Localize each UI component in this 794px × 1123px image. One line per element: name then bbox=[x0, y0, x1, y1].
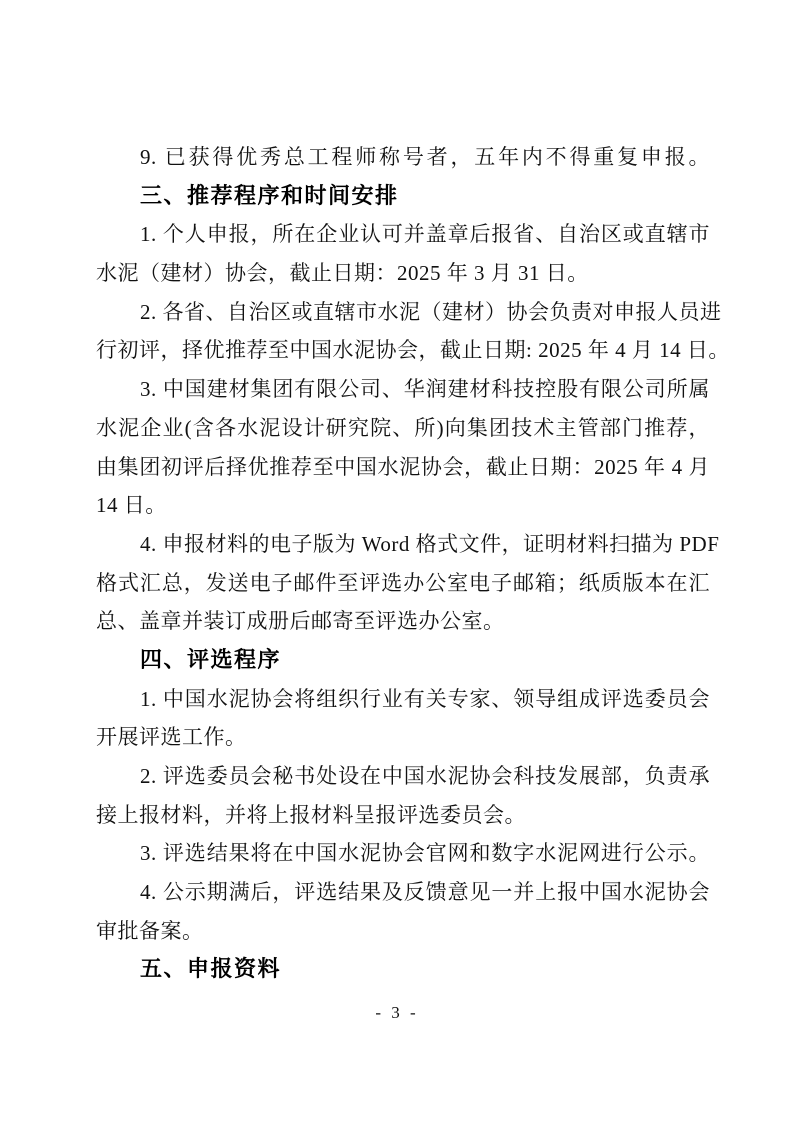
heading-section-three: 三、推荐程序和时间安排 bbox=[140, 182, 399, 208]
selection-item-4-line-1: 4. 公示期满后，评选结果及反馈意见一并上报中国水泥协会 bbox=[140, 880, 710, 905]
item-2-line-2: 行初评，择优推荐至中国水泥协会，截止日期: 2025 年 4 月 14 日。 bbox=[96, 338, 730, 363]
selection-item-4-line-2: 审批备案。 bbox=[96, 918, 204, 943]
item-3-line-3: 由集团初评后择优推荐至中国水泥协会，截止日期：2025 年 4 月 bbox=[96, 454, 710, 479]
clause-9-no-repeat: 9. 已获得优秀总工程师称号者，五年内不得重复申报。 bbox=[140, 145, 710, 169]
selection-item-1-line-1: 1. 中国水泥协会将组织行业有关专家、领导组成评选委员会 bbox=[140, 686, 710, 711]
item-2-line-1: 2. 各省、自治区或直辖市水泥（建材）协会负责对申报人员进 bbox=[140, 299, 722, 324]
page-number: - 3 - bbox=[375, 1003, 419, 1022]
selection-item-1-line-2: 开展评选工作。 bbox=[96, 725, 247, 750]
item-4-line-3: 总、盖章并装订成册后邮寄至评选办公室。 bbox=[96, 609, 505, 634]
item-1-line-1: 1. 个人申报，所在企业认可并盖章后报省、自治区或直辖市 bbox=[140, 222, 710, 247]
item-4-line-1: 4. 申报材料的电子版为 Word 格式文件，证明材料扫描为 PDF bbox=[140, 531, 720, 556]
selection-item-3: 3. 评选结果将在中国水泥协会官网和数字水泥网进行公示。 bbox=[140, 841, 710, 866]
item-4-line-2: 格式汇总，发送电子邮件至评选办公室电子邮箱；纸质版本在汇 bbox=[96, 570, 710, 595]
item-3-line-2: 水泥企业(含各水泥设计研究院、所)向集团技术主管部门推荐， bbox=[96, 415, 710, 440]
selection-item-2-line-2: 接上报材料，并将上报材料呈报评选委员会。 bbox=[96, 802, 526, 827]
document-body bbox=[96, 138, 730, 989]
page-footer bbox=[0, 998, 794, 1028]
item-3-line-4: 14 日。 bbox=[96, 493, 167, 518]
item-3-line-1: 3. 中国建材集团有限公司、华润建材科技控股有限公司所属 bbox=[140, 377, 710, 402]
heading-section-five: 五、申报资料 bbox=[140, 956, 282, 982]
item-1-line-2: 水泥（建材）协会，截止日期：2025 年 3 月 31 日。 bbox=[96, 261, 589, 286]
selection-item-2-line-1: 2. 评选委员会秘书处设在中国水泥协会科技发展部，负责承 bbox=[140, 764, 710, 788]
heading-section-four: 四、评选程序 bbox=[140, 646, 282, 672]
